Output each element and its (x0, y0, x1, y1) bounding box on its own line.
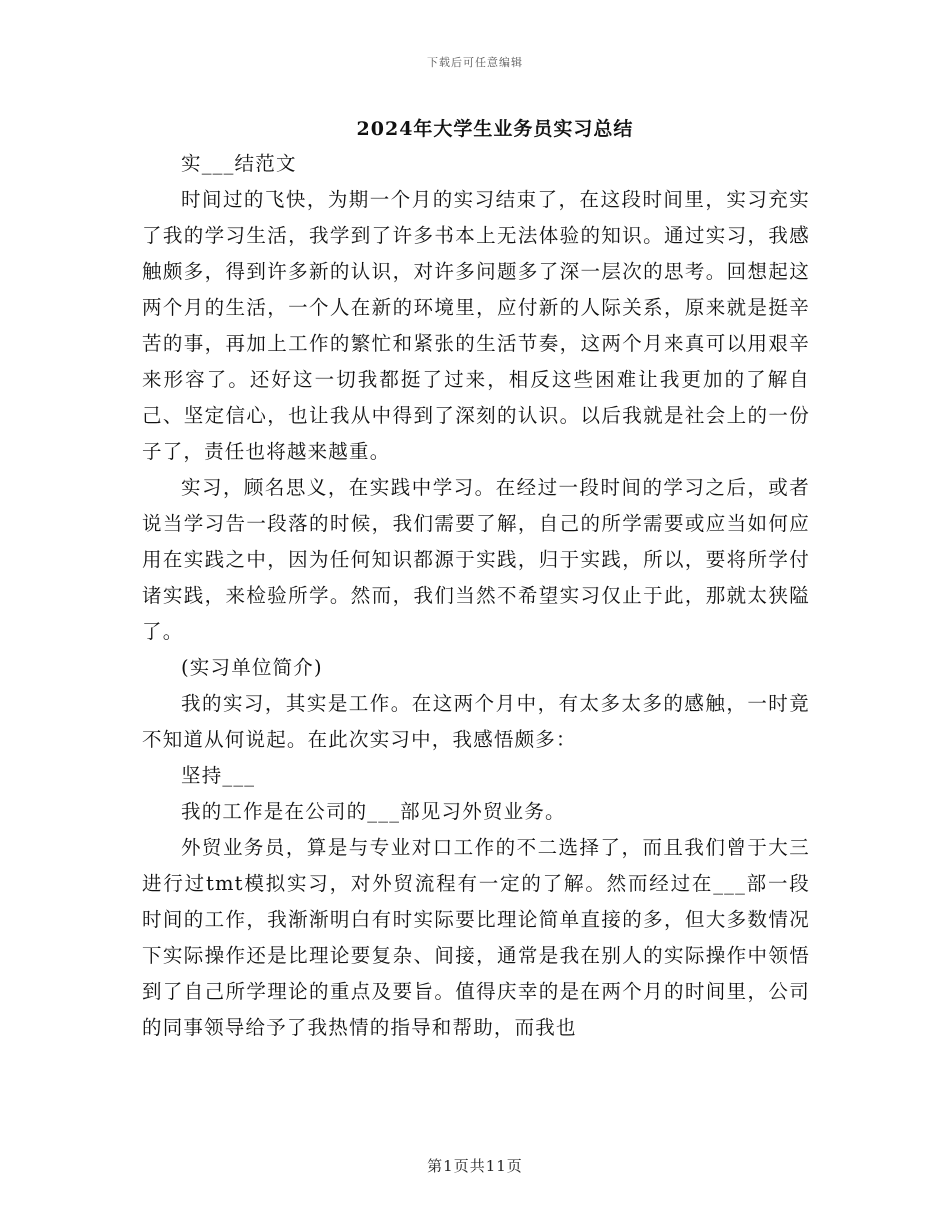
paragraph-section-label: (实习单位简介) (181, 656, 323, 679)
paragraph: 我的工作是在公司的___部见习外贸业务。 (181, 800, 566, 823)
paragraph-subtitle: 实___结范文 (181, 152, 297, 175)
paragraph: 外贸业务员，算是与专业对口工作的不二选择了，而且我们曾于大三进行过tmt模拟实习，对外贸流程有一定的了解。然而经过在___部一段时间的工作，我渐渐明白有时实际要比理论简单直接的多，但大多数情况下实际操作还是比理论要复杂、间接，通常是我在别人的实际操作中领悟到了自己所学理论的重点及要旨。值得庆幸的是在两个月的时间里，公司的同事领导给予了我热情的指导和帮助，而我也 (142, 836, 810, 1039)
document-body (142, 146, 810, 1046)
paragraph: 实习，顾名思义，在实践中学习。在经过一段时间的学习之后，或者说当学习告一段落的时候，我们需要了解，自己的所学需要或应当如何应用在实践之中，因为任何知识都源于实践，归于实践，所以，要将所学付诸实践，来检验所学。然而，我们当然不希望实习仅止于此，那就太狭隘了。 (142, 476, 810, 643)
header-note: 下载后可任意编辑 (427, 56, 523, 69)
page-number-footer: 第1页共11页 (427, 1157, 523, 1175)
paragraph-heading: 坚持___ (181, 764, 256, 787)
paragraph: 时间过的飞快，为期一个月的实习结束了，在这段时间里，实习充实了我的学习生活，我学到了许多书本上无法体验的知识。通过实习，我感触颇多，得到许多新的认识，对许多问题多了深一层次的思考。回想起这两个月的生活，一个人在新的环境里，应付新的人际关系，原来就是挺辛苦的事，再加上工作的繁忙和紧张的生活节奏，这两个月来真可以用艰辛来形容了。还好这一切我都挺了过来，相反这些困难让我更加的了解自己、坚定信心，也让我从中得到了深刻的认识。以后我就是社会上的一份子了，责任也将越来越重。 (142, 188, 810, 463)
paragraph: 我的实习，其实是工作。在这两个月中，有太多太多的感触，一时竟不知道从何说起。在此次实习中，我感悟颇多： (142, 692, 810, 751)
document-title: 2024年大学生业务员实习总结 (356, 118, 634, 140)
